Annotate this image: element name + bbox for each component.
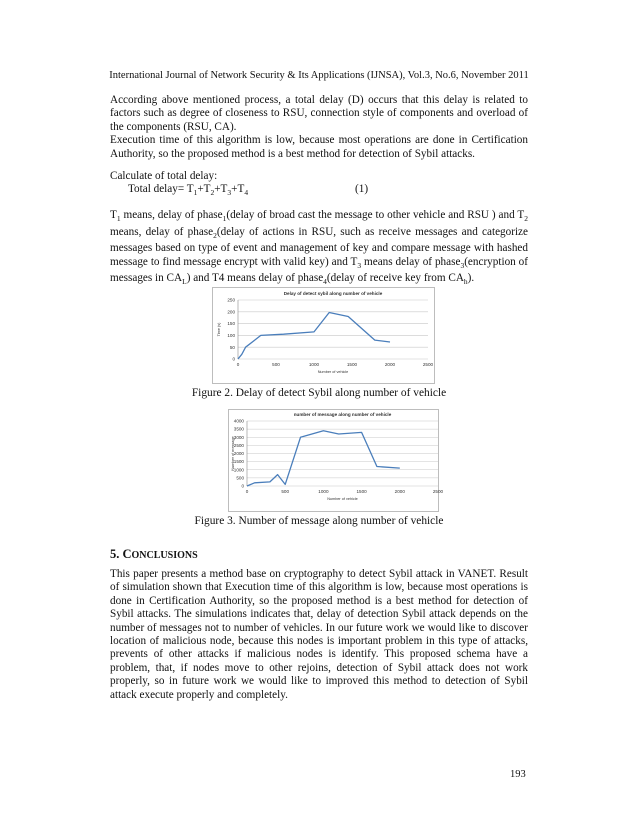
y-axis-label: Number of message	[231, 436, 235, 471]
x-tick-label: 2500	[432, 489, 444, 494]
y-tick-label: 2000	[233, 451, 244, 457]
x-axis-label: Number of vehicle	[327, 497, 358, 501]
x-tick-label: 0	[236, 362, 240, 367]
figure-3-chart	[228, 409, 444, 512]
y-tick-label: 1500	[233, 459, 244, 465]
equation-number: (1)	[355, 183, 369, 196]
y-tick-label: 4000	[233, 418, 244, 424]
paragraph-total-delay: According above mentioned process, a total delay (D) occurs that this delay is related to factors such as degree of closeness to RSU, connection style of components and overload of the components (RSU, CA).	[110, 94, 528, 133]
y-tick-label: 2500	[233, 442, 244, 448]
x-axis-label: Number of vehicle	[317, 370, 349, 374]
figure-2-chart	[212, 287, 435, 384]
y-tick-label: 250	[227, 297, 235, 303]
equation-block	[110, 170, 528, 200]
total-delay-equation: Total delay= $T_1+T_2+T_3+T_4$ (1)	[128, 183, 369, 198]
x-tick-label: 500	[281, 489, 290, 494]
page-number: 193	[510, 769, 526, 780]
paragraph-execution-time: Execution time of this algorithm is low, because most operations are done in Certification Authority, so the proposed method is a best method for detection of Sybil attacks.	[110, 134, 528, 160]
y-tick-label: 0	[241, 483, 244, 489]
y-tick-label: 200	[227, 309, 235, 315]
y-tick-label: 3500	[233, 426, 244, 432]
paragraph-conclusion: This paper presents a method base on cryptography to detect Sybil attack in VANET. Result of simulation shown that Execution time of this algorithm is low, because most operations is done in Certification Authority, so the proposed method is a best method for detection of Sybil attacks. The simulations indicates that, delay of detection Sybil attack depends on the number of messages not to number of vehicles. In our future work we would like to discover location of malicious node, because this nodes is important problem in this type of attacks, prevents of other attacks if malicious nodes is identify. This proposed schema have a problem, that, if nodes move to other rejoins, detection of Sybil attack does not work properly, so in future work we would like to improved this method to detection of Sybil attack execute properly and completely.	[110, 568, 528, 701]
x-tick-label: 1500	[356, 489, 367, 494]
x-tick-label: 2500	[422, 362, 434, 367]
y-tick-label: 1000	[233, 467, 244, 473]
y-axis-label: Time (s)	[217, 322, 221, 337]
x-tick-label: 1500	[346, 362, 358, 367]
series-line	[238, 313, 390, 360]
y-tick-label: 3000	[233, 434, 244, 440]
x-tick-label: 1000	[308, 362, 320, 367]
chart-title: Delay of detect sybil along number of vehicle	[283, 291, 383, 296]
x-tick-label: 1000	[318, 489, 329, 494]
x-tick-label: 2000	[394, 489, 405, 494]
y-tick-label: 100	[227, 333, 235, 338]
y-tick-label: 150	[227, 321, 235, 327]
figure-3-caption: Figure 3. Number of message along number of vehicle	[194, 515, 444, 527]
y-tick-label: 500	[236, 475, 244, 481]
y-tick-label: 50	[229, 344, 235, 350]
y-tick-label: 0	[232, 356, 235, 362]
intro-paragraph-block	[110, 94, 528, 161]
chart-title: number of message along number of vehicle	[293, 412, 392, 417]
x-tick-label: 500	[272, 362, 280, 367]
section-heading-conclusions: 5. CONCLUSIONS	[110, 547, 198, 561]
calc-label: Calculate of total delay:	[110, 170, 218, 182]
equation-prefix: Total delay= T	[128, 183, 194, 196]
figure-2-caption: Figure 2. Delay of detect Sybil along number of vehicle	[191, 387, 447, 399]
paragraph-phases: $T_1$ means, delay of phase$_1$(delay of broad cast the message to other vehicle and RSU ) and $T_2$ means, delay of phase$_2$(delay of actions in RSU, such as receive messages and categorize messages based on type of event and management of key and compare message with hashed message to find message encrypt with valid key) and $T_3$ means delay of phase$_3$(encryption of messages in $CA_L$) and T4 means delay of phase$_4$(delay of receive key from $CA_h$).	[110, 209, 529, 287]
conclusion-paragraph	[110, 568, 528, 702]
journal-header: International Journal of Network Security & Its Applications (IJNSA), Vol.3, No.6, November 2011	[109, 70, 529, 81]
x-tick-label: 2000	[384, 362, 396, 367]
phase-description-paragraph	[110, 209, 528, 289]
x-tick-label: 0	[245, 489, 249, 494]
